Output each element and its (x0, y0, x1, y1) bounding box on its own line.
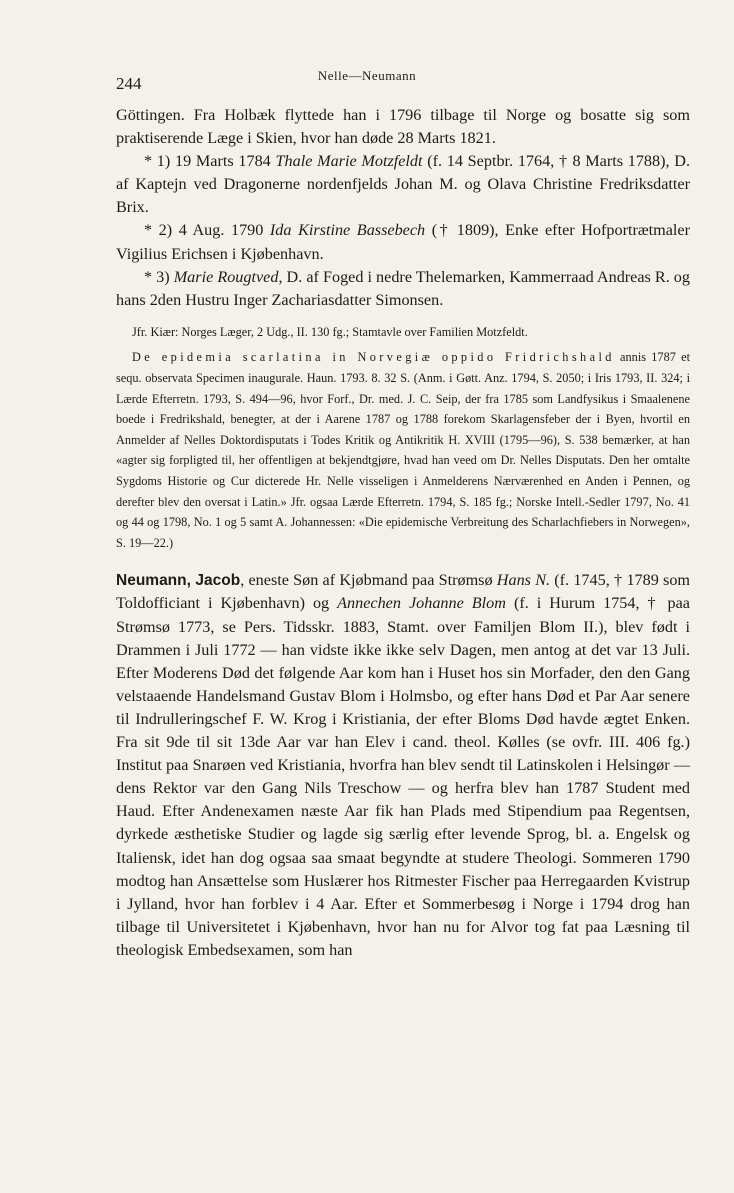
spouse-3-name: Marie Rougtved (173, 267, 279, 286)
neumann-entry (116, 569, 690, 962)
marriage-2-prefix: * 2) 4 Aug. 1790 (144, 221, 270, 240)
running-head: Nelle—Neumann (317, 68, 417, 83)
bibliography-note (116, 347, 690, 553)
spouse-1-name: Thale Marie Motzfeldt (275, 152, 423, 171)
entry-text-2: (f. 1745, † 1789 som Toldofficiant i Kjøbenhavn) og (116, 571, 691, 613)
dissertation-title: De epidemia scarlatina in Norvegiæ oppido Fridrichshald (132, 350, 615, 365)
father-name: Hans N. (496, 571, 551, 590)
marriage-3-details: , D. af Foged i nedre Thelemarken, Kammerraad Andreas R. og hans 2den Hustru Inger Zachariasdatter Simonsen. (116, 267, 690, 309)
page-body (116, 104, 690, 962)
sources-note: Jfr. Kiær: Norges Læger, 2 Udg., II. 130 fg.; Stamtavle over Familien Motzfeldt. (132, 324, 528, 339)
bibliography-text: annis 1787 et sequ. observata Specimen inaugurale. Haun. 1793. 8. 32 S. (Anm. i Gøtt. Anz. 1794, S. 2050; i Iris 1793, II. 324; i Lærde Efterretn. 1793, S. 494—96, hvor Forf., Dr. med. J. C. Seip, der fra 1785 som Landfysikus i Smaalenene boede i Fredrikshald, benegter, at der i Aarene 1787 og 1788 forekom Skarlagensfeber der i Byen, hvortil en Anmelder af Nelles Doktordisputats i Todes Kritik og Antikritik H. XVIII (1795—96), S. 538 bemærker, at han «agter sig forpligted til, her offentligen at bekjendtgjøre, hvad han veed om Dr. Nelles Disputats. Den her omtalte Sygdoms Historie og Cur dicterede Hr. Nelle visseligen i Anmelderens Nærværenhed en Anden i Pennen, og derefter blev den oversat i Latin.» Jfr. ogsaa Lærde Efterretn. 1794, S. 185 fg.; Norske Intell.-Sedler 1797, No. 41 og 44 og 1798, No. 1 og 5 samt A. Johannessen: «Die epidemische Verbreitung des Scharlachfiebers in Norwegen», S. 19—22.) (116, 350, 690, 550)
page-number: 244 (116, 74, 142, 93)
marriage-3-prefix: * 3) (144, 267, 174, 286)
marriage-1-details: (f. 14 Septbr. 1764, † 8 Marts 1788), D. af Kaptejn ved Dragonerne nordenfjelds Johan M. og Olava Christine Fredriksdatter Brix. (116, 152, 691, 217)
entry-text-3: (f. i Hurum 1754, † paa Strømsø 1773, se Pers. Tidsskr. 1883, Stamt. over Familjen Blom II.), blev født i Drammen i Juli 1772 — han vidste ikke ikke selv Dagen, men antog at det var 13 Juli. Efter Moderens Død det følgende Aar kom han i Huset hos sin Morfader, den den Gang velstaaende Handelsmand Gustav Blom i Holmsbo, og efter hans Død et Par Aar senere til Indrulleringschef F. W. Krog i Kristiania, der efter Bloms Død havde ægtet Enken. Fra sit 9de til sit 13de Aar var han Elev i cand. theol. Kølles (se ovfr. III. 406 fg.) Institut paa Snarøen ved Kristiania, hvorfra han blev sendt til Latinskolen i Helsingør — dens Rektor var den Gang Nils Treschow — og herfra blev han 1787 Student med Haud. Efter Andenexamen næste Aar fik han Plads med Stipendium paa Regentsen, dyrkede æsthetiske Studier og lagde sig særlig efter levende Sprog, bl. a. Engelsk og Italiensk, idet han dog ogsaa saa smaat begyndte at studere Theologi. Sommeren 1790 modtog han Ansættelse som Huslærer hos Ritmester Fischer paa Herregaarden Kvistrup i Jylland, hvor han forblev i 4 Aar. Efter et Sommerbesøg i Norge i 1794 drog han tilbage til Universitetet i Kjøbenhavn, hvor han nu for Alvor tog fat paa Læsning til theologisk Embedsexamen, som han (116, 594, 690, 959)
continuation-paragraph: Göttingen. Fra Holbæk flyttede han i 1796 tilbage til Norge og bosatte sig som praktiserende Læge i Skien, hvor han døde 28 Marts 1821. (116, 106, 690, 148)
entry-headword: Neumann, Jacob (116, 572, 241, 590)
spouse-2-name: Ida Kirstine Bassebech (269, 221, 426, 240)
entry-text-1: , eneste Søn af Kjøbmand paa Strømsø (240, 571, 497, 590)
marriage-3 (116, 266, 690, 312)
marriage-1-prefix: * 1) 19 Marts 1784 (144, 152, 276, 171)
marriage-1 (116, 150, 690, 219)
mother-name: Annechen Johanne Blom (337, 594, 506, 613)
marriage-2-details: († 1809), Enke efter Hofportrætmaler Vigilius Erichsen i Kjøbenhavn. (116, 221, 690, 263)
marriage-2 (116, 219, 690, 265)
